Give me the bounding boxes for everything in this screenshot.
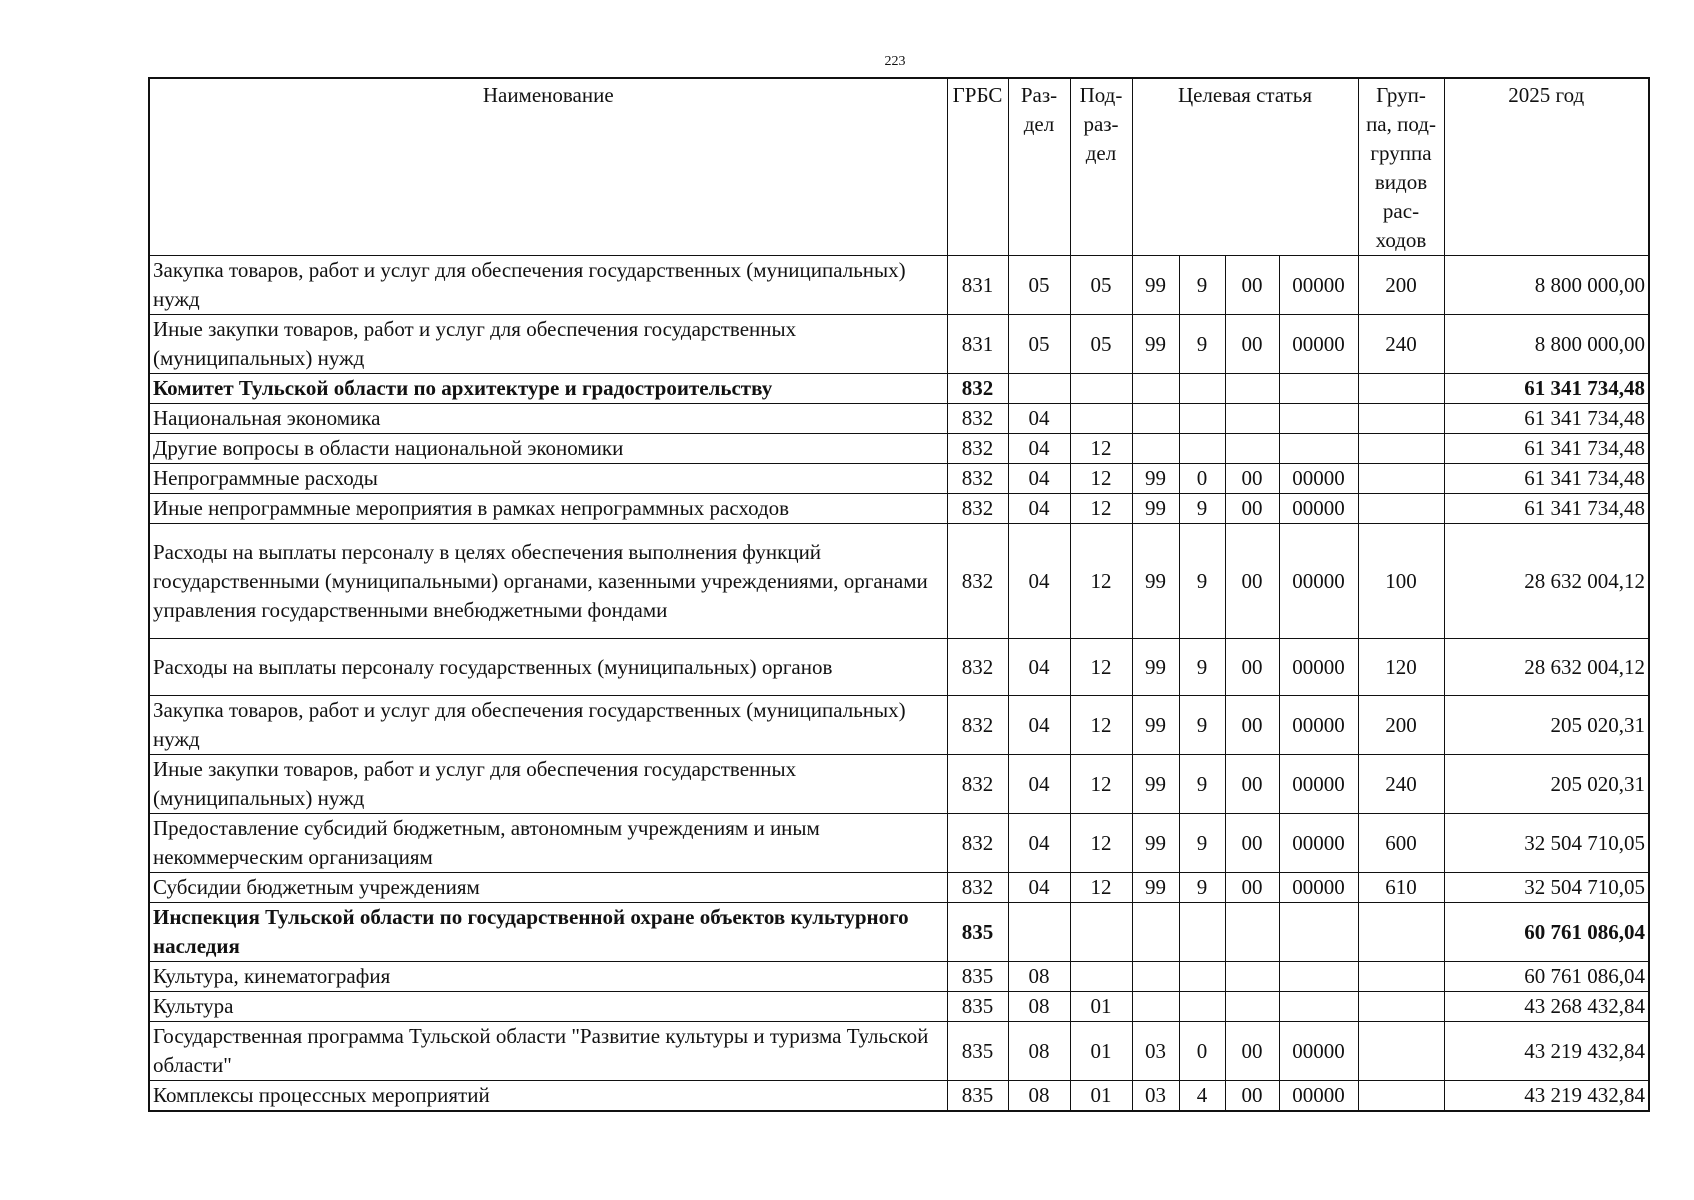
- cell-target-subprogram: [1179, 404, 1225, 434]
- cell-podrazdel: 12: [1070, 873, 1132, 903]
- table-row: [149, 434, 1649, 464]
- cell-podrazdel: 12: [1070, 814, 1132, 873]
- cell-grbs: 832: [947, 464, 1008, 494]
- cell-target-subprogram: [1179, 374, 1225, 404]
- cell-razdel: 04: [1008, 639, 1070, 696]
- cell-name: Субсидии бюджетным учреждениям: [149, 873, 947, 903]
- cell-target-direction: 00: [1225, 524, 1279, 639]
- cell-razdel: 08: [1008, 1081, 1070, 1112]
- cell-amount: 61 341 734,48: [1444, 374, 1649, 404]
- cell-grbs: 831: [947, 315, 1008, 374]
- cell-amount: 205 020,31: [1444, 696, 1649, 755]
- cell-razdel: [1008, 903, 1070, 962]
- table-row: [149, 903, 1649, 962]
- col-header-year: 2025 год: [1444, 78, 1649, 256]
- table-row: [149, 639, 1649, 696]
- cell-target-subprogram: 0: [1179, 464, 1225, 494]
- cell-target-code: 00000: [1279, 315, 1358, 374]
- cell-expense-group: [1358, 464, 1444, 494]
- cell-grbs: 832: [947, 434, 1008, 464]
- col-header-name: Наименование: [149, 78, 947, 256]
- cell-amount: 61 341 734,48: [1444, 404, 1649, 434]
- cell-target-subprogram: [1179, 962, 1225, 992]
- cell-podrazdel: 05: [1070, 256, 1132, 315]
- cell-podrazdel: 12: [1070, 755, 1132, 814]
- cell-razdel: 04: [1008, 814, 1070, 873]
- cell-target-direction: 00: [1225, 464, 1279, 494]
- col-header-razdel: [1008, 78, 1070, 256]
- cell-grbs: 835: [947, 992, 1008, 1022]
- cell-name: Закупка товаров, работ и услуг для обеспечения государственных (муниципальных) нужд: [149, 256, 947, 315]
- cell-grbs: 832: [947, 639, 1008, 696]
- cell-grbs: 832: [947, 814, 1008, 873]
- cell-target-direction: [1225, 434, 1279, 464]
- cell-target-code: 00000: [1279, 1081, 1358, 1112]
- col-header-podrazdel: [1070, 78, 1132, 256]
- cell-razdel: 08: [1008, 962, 1070, 992]
- cell-target-direction: 00: [1225, 814, 1279, 873]
- cell-podrazdel: [1070, 962, 1132, 992]
- cell-razdel: 04: [1008, 404, 1070, 434]
- cell-amount: 32 504 710,05: [1444, 814, 1649, 873]
- cell-target-program: 99: [1132, 873, 1179, 903]
- cell-grbs: 832: [947, 873, 1008, 903]
- cell-name: Расходы на выплаты персоналу государственных (муниципальных) органов: [149, 639, 947, 696]
- cell-expense-group: 610: [1358, 873, 1444, 903]
- cell-target-direction: 00: [1225, 1022, 1279, 1081]
- budget-table: [148, 77, 1650, 1112]
- cell-expense-group: [1358, 494, 1444, 524]
- cell-razdel: 04: [1008, 464, 1070, 494]
- col-header-podrazdel-text: Под- раз- дел: [1079, 83, 1123, 165]
- cell-grbs: 831: [947, 256, 1008, 315]
- cell-target-program: [1132, 962, 1179, 992]
- cell-grbs: 835: [947, 1022, 1008, 1081]
- cell-expense-group: 200: [1358, 256, 1444, 315]
- cell-target-program: 03: [1132, 1081, 1179, 1112]
- cell-amount: 43 219 432,84: [1444, 1022, 1649, 1081]
- cell-razdel: 04: [1008, 873, 1070, 903]
- col-header-target: Целевая статья: [1132, 78, 1358, 256]
- cell-target-direction: [1225, 903, 1279, 962]
- cell-target-subprogram: 9: [1179, 814, 1225, 873]
- cell-razdel: 04: [1008, 494, 1070, 524]
- cell-name: Культура, кинематография: [149, 962, 947, 992]
- cell-name: Иные непрограммные мероприятия в рамках непрограммных расходов: [149, 494, 947, 524]
- cell-amount: 61 341 734,48: [1444, 464, 1649, 494]
- cell-podrazdel: 05: [1070, 315, 1132, 374]
- cell-expense-group: [1358, 434, 1444, 464]
- header-row: [149, 78, 1649, 256]
- cell-amount: 61 341 734,48: [1444, 434, 1649, 464]
- cell-amount: 28 632 004,12: [1444, 639, 1649, 696]
- cell-target-code: [1279, 903, 1358, 962]
- cell-target-code: [1279, 992, 1358, 1022]
- cell-expense-group: [1358, 962, 1444, 992]
- cell-grbs: 832: [947, 494, 1008, 524]
- cell-target-program: 99: [1132, 256, 1179, 315]
- cell-amount: 43 268 432,84: [1444, 992, 1649, 1022]
- cell-target-subprogram: 9: [1179, 696, 1225, 755]
- cell-name: Иные закупки товаров, работ и услуг для обеспечения государственных (муниципальных) нужд: [149, 315, 947, 374]
- cell-target-program: 99: [1132, 494, 1179, 524]
- cell-target-code: 00000: [1279, 494, 1358, 524]
- cell-target-direction: 00: [1225, 256, 1279, 315]
- cell-name: Комитет Тульской области по архитектуре и градостроительству: [149, 374, 947, 404]
- table-row: [149, 374, 1649, 404]
- table-row: [149, 315, 1649, 374]
- cell-target-subprogram: 9: [1179, 524, 1225, 639]
- cell-expense-group: 240: [1358, 315, 1444, 374]
- cell-target-direction: 00: [1225, 696, 1279, 755]
- cell-amount: 8 800 000,00: [1444, 256, 1649, 315]
- cell-name: Закупка товаров, работ и услуг для обеспечения государственных (муниципальных) нужд: [149, 696, 947, 755]
- table-row: [149, 1081, 1649, 1112]
- cell-target-subprogram: 4: [1179, 1081, 1225, 1112]
- cell-amount: 32 504 710,05: [1444, 873, 1649, 903]
- cell-expense-group: 240: [1358, 755, 1444, 814]
- cell-expense-group: 600: [1358, 814, 1444, 873]
- cell-razdel: 05: [1008, 315, 1070, 374]
- cell-name: Расходы на выплаты персоналу в целях обеспечения выполнения функций государственными (муниципальными) органами, казенными учреждениями, органами управления государственными внебюджетными фондами: [149, 524, 947, 639]
- table-row: [149, 1022, 1649, 1081]
- cell-expense-group: [1358, 903, 1444, 962]
- table-row: [149, 494, 1649, 524]
- cell-name: Национальная экономика: [149, 404, 947, 434]
- cell-target-subprogram: 9: [1179, 755, 1225, 814]
- cell-target-program: [1132, 992, 1179, 1022]
- cell-name: Государственная программа Тульской области "Развитие культуры и туризма Тульской области": [149, 1022, 947, 1081]
- cell-target-program: 03: [1132, 1022, 1179, 1081]
- page-number: 223: [884, 54, 906, 69]
- cell-target-direction: 00: [1225, 755, 1279, 814]
- cell-target-direction: [1225, 404, 1279, 434]
- cell-grbs: 832: [947, 524, 1008, 639]
- table-row: [149, 256, 1649, 315]
- table-row: [149, 992, 1649, 1022]
- cell-name: Иные закупки товаров, работ и услуг для обеспечения государственных (муниципальных) нужд: [149, 755, 947, 814]
- cell-target-program: [1132, 434, 1179, 464]
- cell-target-direction: 00: [1225, 315, 1279, 374]
- cell-target-direction: [1225, 374, 1279, 404]
- cell-target-subprogram: 9: [1179, 873, 1225, 903]
- cell-target-code: 00000: [1279, 524, 1358, 639]
- cell-grbs: 832: [947, 696, 1008, 755]
- cell-razdel: 05: [1008, 256, 1070, 315]
- cell-amount: 28 632 004,12: [1444, 524, 1649, 639]
- cell-name: Инспекция Тульской области по государственной охране объектов культурного наследия: [149, 903, 947, 962]
- table-row: [149, 755, 1649, 814]
- cell-name: Непрограммные расходы: [149, 464, 947, 494]
- table-row: [149, 404, 1649, 434]
- cell-razdel: [1008, 374, 1070, 404]
- cell-target-subprogram: 0: [1179, 1022, 1225, 1081]
- cell-target-program: [1132, 903, 1179, 962]
- col-header-grbs: ГРБС: [947, 78, 1008, 256]
- cell-target-program: 99: [1132, 639, 1179, 696]
- cell-podrazdel: 01: [1070, 1022, 1132, 1081]
- cell-target-code: 00000: [1279, 1022, 1358, 1081]
- col-header-group-text: Груп- па, под- группа видов рас- ходов: [1366, 83, 1436, 252]
- cell-amount: 60 761 086,04: [1444, 903, 1649, 962]
- cell-razdel: 04: [1008, 434, 1070, 464]
- cell-target-program: 99: [1132, 814, 1179, 873]
- cell-target-code: 00000: [1279, 696, 1358, 755]
- cell-expense-group: [1358, 374, 1444, 404]
- cell-target-program: [1132, 404, 1179, 434]
- cell-target-code: 00000: [1279, 873, 1358, 903]
- cell-amount: 8 800 000,00: [1444, 315, 1649, 374]
- cell-target-direction: [1225, 992, 1279, 1022]
- cell-razdel: 04: [1008, 755, 1070, 814]
- cell-podrazdel: 12: [1070, 464, 1132, 494]
- cell-target-code: [1279, 404, 1358, 434]
- col-header-razdel-text: Раз- дел: [1020, 83, 1058, 136]
- table-row: [149, 814, 1649, 873]
- cell-target-program: [1132, 374, 1179, 404]
- cell-target-program: 99: [1132, 315, 1179, 374]
- cell-target-subprogram: [1179, 903, 1225, 962]
- cell-amount: 205 020,31: [1444, 755, 1649, 814]
- cell-podrazdel: 01: [1070, 1081, 1132, 1112]
- cell-target-code: [1279, 434, 1358, 464]
- cell-target-code: 00000: [1279, 814, 1358, 873]
- cell-target-program: 99: [1132, 464, 1179, 494]
- cell-target-subprogram: 9: [1179, 494, 1225, 524]
- cell-target-subprogram: 9: [1179, 315, 1225, 374]
- cell-target-direction: 00: [1225, 873, 1279, 903]
- cell-podrazdel: [1070, 404, 1132, 434]
- cell-podrazdel: [1070, 374, 1132, 404]
- cell-grbs: 832: [947, 755, 1008, 814]
- cell-target-code: 00000: [1279, 256, 1358, 315]
- cell-target-code: [1279, 374, 1358, 404]
- cell-amount: 60 761 086,04: [1444, 962, 1649, 992]
- cell-expense-group: 100: [1358, 524, 1444, 639]
- cell-podrazdel: 01: [1070, 992, 1132, 1022]
- cell-target-direction: 00: [1225, 1081, 1279, 1112]
- cell-target-code: 00000: [1279, 639, 1358, 696]
- cell-target-code: 00000: [1279, 755, 1358, 814]
- cell-podrazdel: 12: [1070, 524, 1132, 639]
- cell-target-direction: 00: [1225, 639, 1279, 696]
- cell-target-program: 99: [1132, 696, 1179, 755]
- cell-target-subprogram: [1179, 434, 1225, 464]
- cell-razdel: 08: [1008, 992, 1070, 1022]
- cell-amount: 43 219 432,84: [1444, 1081, 1649, 1112]
- cell-target-direction: [1225, 962, 1279, 992]
- cell-podrazdel: 12: [1070, 639, 1132, 696]
- cell-name: Культура: [149, 992, 947, 1022]
- cell-podrazdel: 12: [1070, 434, 1132, 464]
- cell-razdel: 04: [1008, 696, 1070, 755]
- table-row: [149, 524, 1649, 639]
- cell-target-code: 00000: [1279, 464, 1358, 494]
- cell-target-program: 99: [1132, 755, 1179, 814]
- table-row: [149, 962, 1649, 992]
- table-row: [149, 464, 1649, 494]
- cell-grbs: 835: [947, 903, 1008, 962]
- cell-target-subprogram: 9: [1179, 639, 1225, 696]
- cell-expense-group: [1358, 404, 1444, 434]
- cell-expense-group: [1358, 1022, 1444, 1081]
- table-row: [149, 873, 1649, 903]
- cell-podrazdel: 12: [1070, 494, 1132, 524]
- cell-expense-group: 200: [1358, 696, 1444, 755]
- cell-grbs: 835: [947, 962, 1008, 992]
- table-row: [149, 696, 1649, 755]
- cell-grbs: 832: [947, 374, 1008, 404]
- cell-razdel: 04: [1008, 524, 1070, 639]
- cell-name: Комплексы процессных мероприятий: [149, 1081, 947, 1112]
- cell-expense-group: 120: [1358, 639, 1444, 696]
- cell-name: Другие вопросы в области национальной экономики: [149, 434, 947, 464]
- cell-expense-group: [1358, 992, 1444, 1022]
- cell-podrazdel: 12: [1070, 696, 1132, 755]
- cell-grbs: 832: [947, 404, 1008, 434]
- cell-podrazdel: [1070, 903, 1132, 962]
- cell-target-subprogram: [1179, 992, 1225, 1022]
- cell-target-program: 99: [1132, 524, 1179, 639]
- cell-razdel: 08: [1008, 1022, 1070, 1081]
- cell-expense-group: [1358, 1081, 1444, 1112]
- cell-target-code: [1279, 962, 1358, 992]
- cell-target-subprogram: 9: [1179, 256, 1225, 315]
- cell-amount: 61 341 734,48: [1444, 494, 1649, 524]
- col-header-group: [1358, 78, 1444, 256]
- cell-grbs: 835: [947, 1081, 1008, 1112]
- cell-name: Предоставление субсидий бюджетным, автономным учреждениям и иным некоммерческим организациям: [149, 814, 947, 873]
- cell-target-direction: 00: [1225, 494, 1279, 524]
